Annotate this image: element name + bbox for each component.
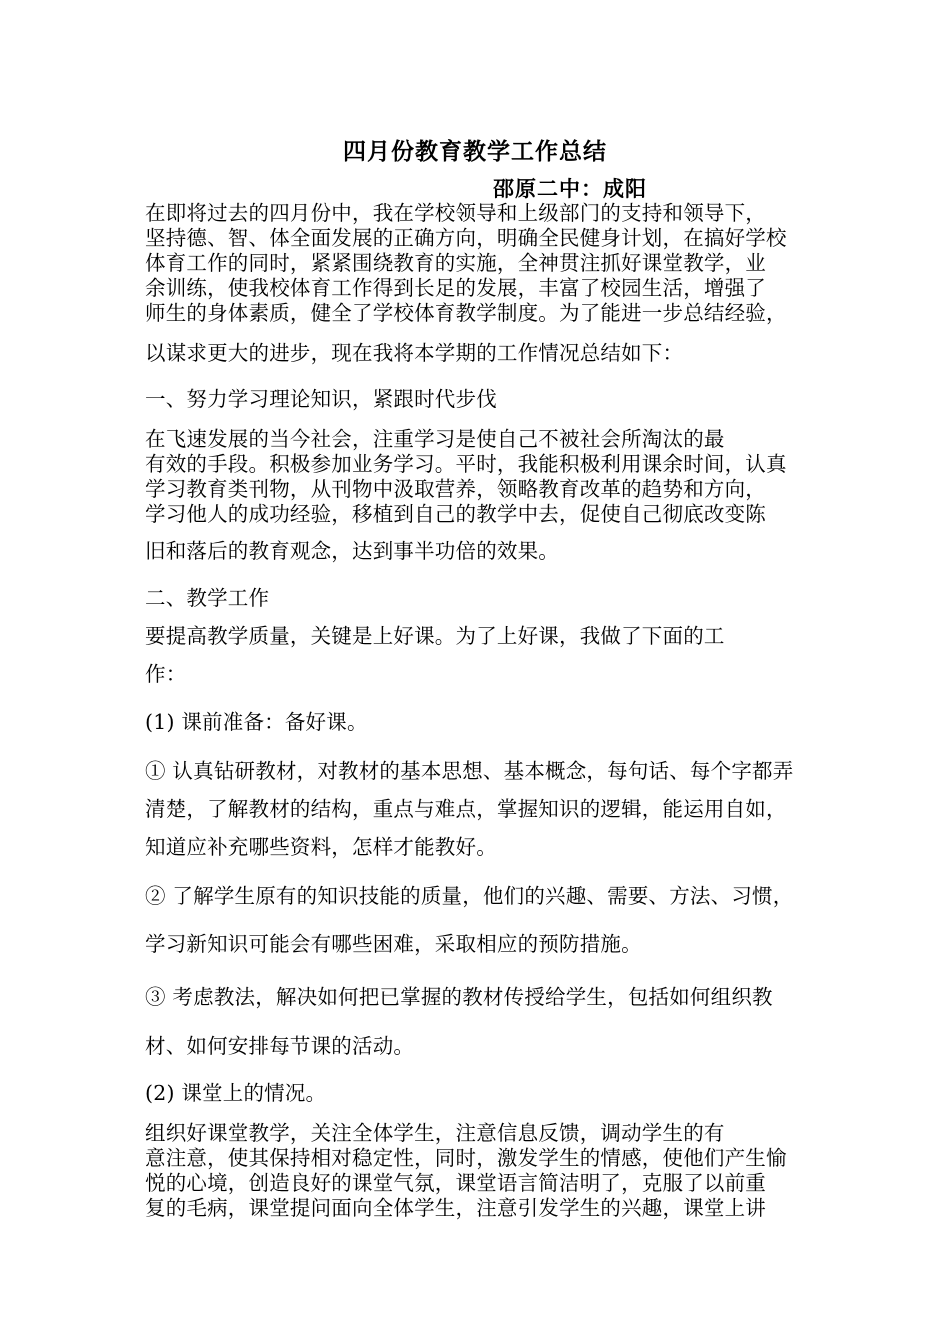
list-item-line: ③ 考虑教法，解决如何把已掌握的教材传授给学生，包括如何组织教 [145,985,773,1009]
paragraph-line: 师生的身体素质，健全了学校体育教学制度。为了能进一步总结经验， [145,301,787,325]
paragraph-line: 旧和落后的教育观念，达到事半功倍的效果。 [145,539,559,563]
paragraph-line: 余训练，使我校体育工作得到长足的发展，丰富了校园生活，增强了 [145,276,766,300]
list-item-line: ② 了解学生原有的知识技能的质量，他们的兴趣、需要、方法、习惯， [145,884,794,908]
paragraph-line: 学习他人的成功经验，移植到自己的教学中去，促使自己彻底改变陈 [145,502,766,526]
paragraph-line: 坚持德、智、体全面发展的正确方向，明确全民健身计划，在搞好学校 [145,226,787,250]
document-title: 四月份教育教学工作总结 [343,138,607,165]
paragraph-line: 作： [145,662,187,686]
list-item-line: ① 认真钻研教材，对教材的基本思想、基本概念，每句话、每个字都弄 [145,759,794,783]
paragraph-line: 在即将过去的四月份中，我在学校领导和上级部门的支持和领导下， [145,201,766,225]
paragraph-line: 意注意，使其保持相对稳定性，同时，激发学生的情感，使他们产生愉 [145,1146,787,1170]
paragraph-line: 悦的心境，创造良好的课堂气氛，课堂语言简洁明了，克服了以前重 [145,1171,766,1195]
paragraph-line: 以谋求更大的进步，现在我将本学期的工作情况总结如下： [145,341,684,365]
subsection-heading: (1) 课前准备：备好课。 [145,710,368,734]
paragraph-line: 要提高教学质量，关键是上好课。为了上好课，我做了下面的工 [145,624,725,648]
list-item-line: 学习新知识可能会有哪些困难，采取相应的预防措施。 [145,932,642,956]
list-item-line: 材、如何安排每节课的活动。 [145,1034,415,1058]
list-item-line: 清楚，了解教材的结构，重点与难点，掌握知识的逻辑，能运用自如， [145,797,787,821]
section-heading: 一、努力学习理论知识，紧跟时代步伐 [145,387,497,411]
paragraph-line: 体育工作的同时，紧紧围绕教育的实施，全神贯注抓好课堂教学，业 [145,251,766,275]
list-item-line: 知道应补充哪些资料，怎样才能教好。 [145,835,497,859]
document-author: 邵原二中：成阳 [493,176,647,201]
paragraph-line: 在飞速发展的当今社会，注重学习是使自己不被社会所淘汰的最 [145,427,725,451]
paragraph-line: 学习教育类刊物，从刊物中汲取营养，领略教育改革的趋势和方向， [145,477,766,501]
section-heading: 二、教学工作 [145,586,270,610]
paragraph-line: 复的毛病，课堂提问面向全体学生，注意引发学生的兴趣，课堂上讲 [145,1196,766,1220]
paragraph-line: 组织好课堂教学，关注全体学生，注意信息反馈，调动学生的有 [145,1121,725,1145]
subsection-heading: (2) 课堂上的情况。 [145,1081,327,1105]
paragraph-line: 有效的手段。积极参加业务学习。平时，我能积极利用课余时间，认真 [145,452,787,476]
